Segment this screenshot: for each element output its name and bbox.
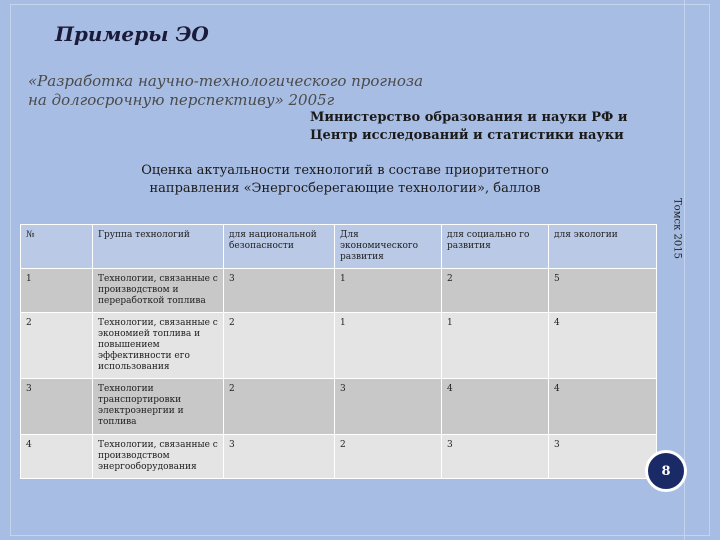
table-cell: Технологии, связанные с производством и переработкой топлива [93, 269, 224, 313]
table-cell: 2 [335, 435, 442, 479]
page-number-badge [645, 450, 687, 492]
header-economic: Для экономического развития [335, 225, 442, 269]
sidebar-text: Томск 2015 [671, 197, 683, 259]
table-cell: 2 [21, 313, 93, 379]
table-cell: 2 [442, 269, 549, 313]
table-row [21, 435, 657, 479]
table-cell: 1 [335, 313, 442, 379]
table-cell: 2 [224, 313, 335, 379]
table-cell: 1 [21, 269, 93, 313]
subtitle-line-1: «Разработка научно-технологического прогноза [28, 72, 424, 90]
table-cell: 4 [549, 379, 657, 435]
organization-line-1: Министерство образования и науки РФ и [310, 110, 628, 125]
header-group: Группа технологий [93, 225, 224, 269]
page-number: 8 [661, 463, 671, 479]
header-number: № [21, 225, 93, 269]
table-cell: 2 [224, 379, 335, 435]
table-cell: 3 [21, 379, 93, 435]
data-table [20, 224, 657, 479]
page-title: Примеры ЭО [55, 22, 209, 46]
table-caption-line-2: направления «Энергосберегающие технологии», баллов [149, 181, 541, 196]
table-caption-line-1: Оценка актуальности технологий в составе приоритетного [141, 163, 549, 178]
table-cell: 3 [224, 435, 335, 479]
table-cell: 1 [335, 269, 442, 313]
table-cell: 1 [442, 313, 549, 379]
table-caption [140, 162, 550, 198]
divider-line [684, 0, 685, 540]
table-row [21, 269, 657, 313]
subtitle [28, 72, 498, 110]
table-cell: 3 [442, 435, 549, 479]
table-cell: 3 [224, 269, 335, 313]
table-cell: Технологии транспортировки электроэнергии и топлива [93, 379, 224, 435]
table-header-row [21, 225, 657, 269]
table-row [21, 379, 657, 435]
table-cell: 5 [549, 269, 657, 313]
header-social: для социально го развития [442, 225, 549, 269]
table-cell: 4 [21, 435, 93, 479]
table-cell: Технологии, связанные с экономией топлива и повышением эффективности его использования [93, 313, 224, 379]
table-cell: Технологии, связанные с производством энергооборудования [93, 435, 224, 479]
table-row [21, 313, 657, 379]
header-security: для национальной безопасности [224, 225, 335, 269]
organization-line-2: Центр исследований и статистики науки [310, 128, 624, 143]
table-cell: 4 [442, 379, 549, 435]
table-cell: 4 [549, 313, 657, 379]
sidebar-label [662, 188, 692, 268]
table-cell: 3 [335, 379, 442, 435]
table-cell: 3 [549, 435, 657, 479]
organization [310, 109, 670, 145]
header-ecology: для экологии [549, 225, 657, 269]
subtitle-line-2: на долгосрочную перспективу» 2005г [28, 91, 335, 109]
